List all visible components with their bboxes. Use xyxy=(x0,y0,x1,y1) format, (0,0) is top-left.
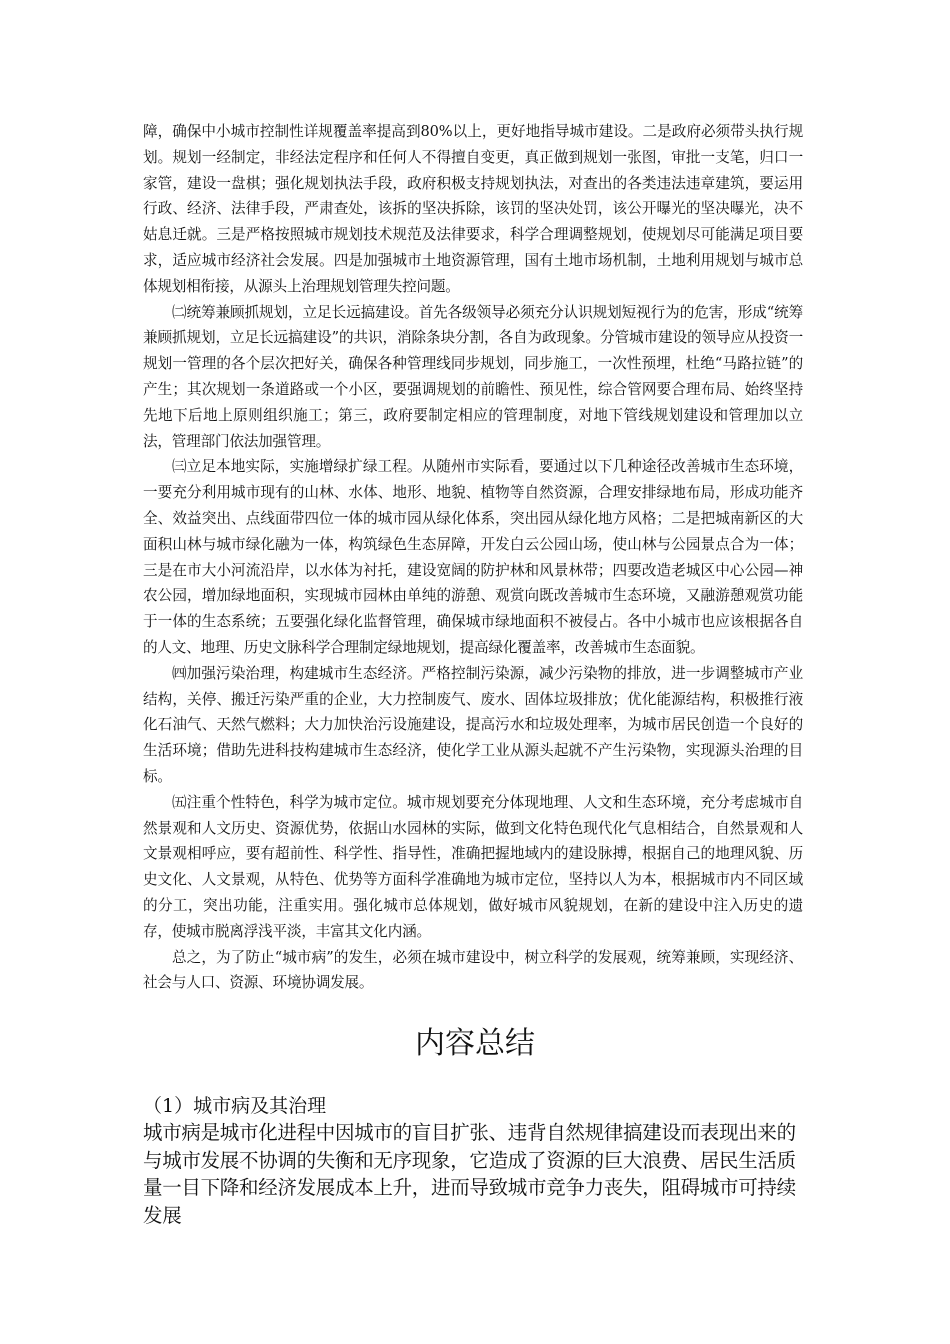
paragraph-3: ㈢立足本地实际，实施增绿扩绿工程。从随州市实际看，要通过以下几种途径改善城市生态环境，一要充分利用城市现有的山林、水体、地形、地貌、植物等自然资源，合理安排绿地布局，形成功能齐全、效益突出、点线面带四位一体的城市园从绿化体系，突出园从绿化地方风格；二是把城南新区的大面积山林与城市绿化融为一体，构筑绿色生态屏障，开发白云公园山场，使山林与公园景点合为一体；三是在市大小河流沿岸，以水体为衬托，建设宽阔的防护林和风景林带；四要改造老城区中心公园—神农公园，增加绿地面积，实现城市园林由单纯的游憩、观赏向既改善城市生态环境，又融游憩观赏功能于一体的生态系统；五要强化绿化监督管理，确保城市绿地面积不被侵占。各中小城市也应该根据各自的人文、地理、历史文脉科学合理制定绿地规划，提高绿化覆盖率，改善城市生态面貌。 xyxy=(143,458,803,656)
paragraph-conclusion: 总之，为了防止“城市病”的发生，必须在城市建设中，树立科学的发展观，统筹兼顾，实现经济、社会与人口、资源、环境协调发展。 xyxy=(143,948,803,992)
paragraph-5: ㈤注重个性特色，科学为城市定位。城市规划要充分体现地理、人文和生态环境，充分考虑城市自然景观和人文历史、资源优势，依据山水园林的实际，做到文化特色现代化气息相结合，自然景观和人文景观相呼应，要有超前性、科学性、指导性，准确把握地域内的建设脉搏，根据自己的地理风貌、历史文化、人文景观，从特色、优势等方面科学准确地为城市定位，坚持以人为本，根据城市内不同区域的分工，突出功能，注重实用。强化城市总体规划，做好城市风貌规划，在新的建设中注入历史的遗存，使城市脱离浮浅平淡，丰富其文化内涵。 xyxy=(143,793,803,940)
summary-subtitle: （1）城市病及其治理 xyxy=(143,1095,327,1117)
paragraph-2: ㈡统筹兼顾抓规划，立足长远搞建设。首先各级领导必须充分认识规划短视行为的危害，形成“统筹兼顾抓规划，立足长远搞建设”的共识，消除条块分割，各自为政现象。分管城市建设的领导应从投资一规划一管理的各个层次把好关，确保各种管理线同步规划，同步施工，一次性预埋，杜绝“马路拉链”的产生；其次规划一条道路或一个小区，要强调规划的前瞻性、预见性，综合管网要合理布局、始终坚持先地下后地上原则组织施工；第三，政府要制定相应的管理制度，对地下管线规划建设和管理加以立法，管理部门依法加强管理。 xyxy=(143,303,803,450)
article-body xyxy=(143,119,803,996)
paragraph-4: ㈣加强污染治理，构建城市生态经济。严格控制污染源，减少污染物的排放，进一步调整城市产业结构，关停、搬迁污染严重的企业，大力控制废气、废水、固体垃圾排放；优化能源结构，积极推行液化石油气、天然气燃料；大力加快治污设施建设，提高污水和垃圾处理率，为城市居民创造一个良好的生活环境；借助先进科技构建城市生态经济，使化学工业从源头起就不产生污染物，实现源头治理的目标。 xyxy=(143,664,803,785)
summary-text: 城市病是城市化进程中因城市的盲目扩张、违背自然规律搞建设而表现出来的与城市发展不协调的失衡和无序现象，它造成了资源的巨大浪费、居民生活质量一目下降和经济发展成本上升，进而导致城市竞争力丧失，阻碍城市可持续发展 xyxy=(143,1121,796,1227)
paragraph-continuation: 障，确保中小城市控制性详规覆盖率提高到80%以上，更好地指导城市建设。二是政府必须带头执行规划。规划一经制定，非经法定程序和任何人不得擅自变更，真正做到规划一张图，审批一支笔，归口一家管，建设一盘棋；强化规划执法手段，政府积极支持规划执法，对查出的各类违法违章建筑，要运用行政、经济、法律手段，严肃查处，该拆的坚决拆除，该罚的坚决处罚，该公开曝光的坚决曝光，决不姑息迁就。三是严格按照城市规划技术规范及法律要求，科学合理调整规划，使规划尽可能满足项目要求，适应城市经济社会发展。四是加强城市土地资源管理，国有土地市场机制，土地利用规划与城市总体规划相衔接，从源头上治理规划管理失控问题。 xyxy=(143,123,803,295)
summary-title: 内容总结 xyxy=(415,1026,535,1061)
